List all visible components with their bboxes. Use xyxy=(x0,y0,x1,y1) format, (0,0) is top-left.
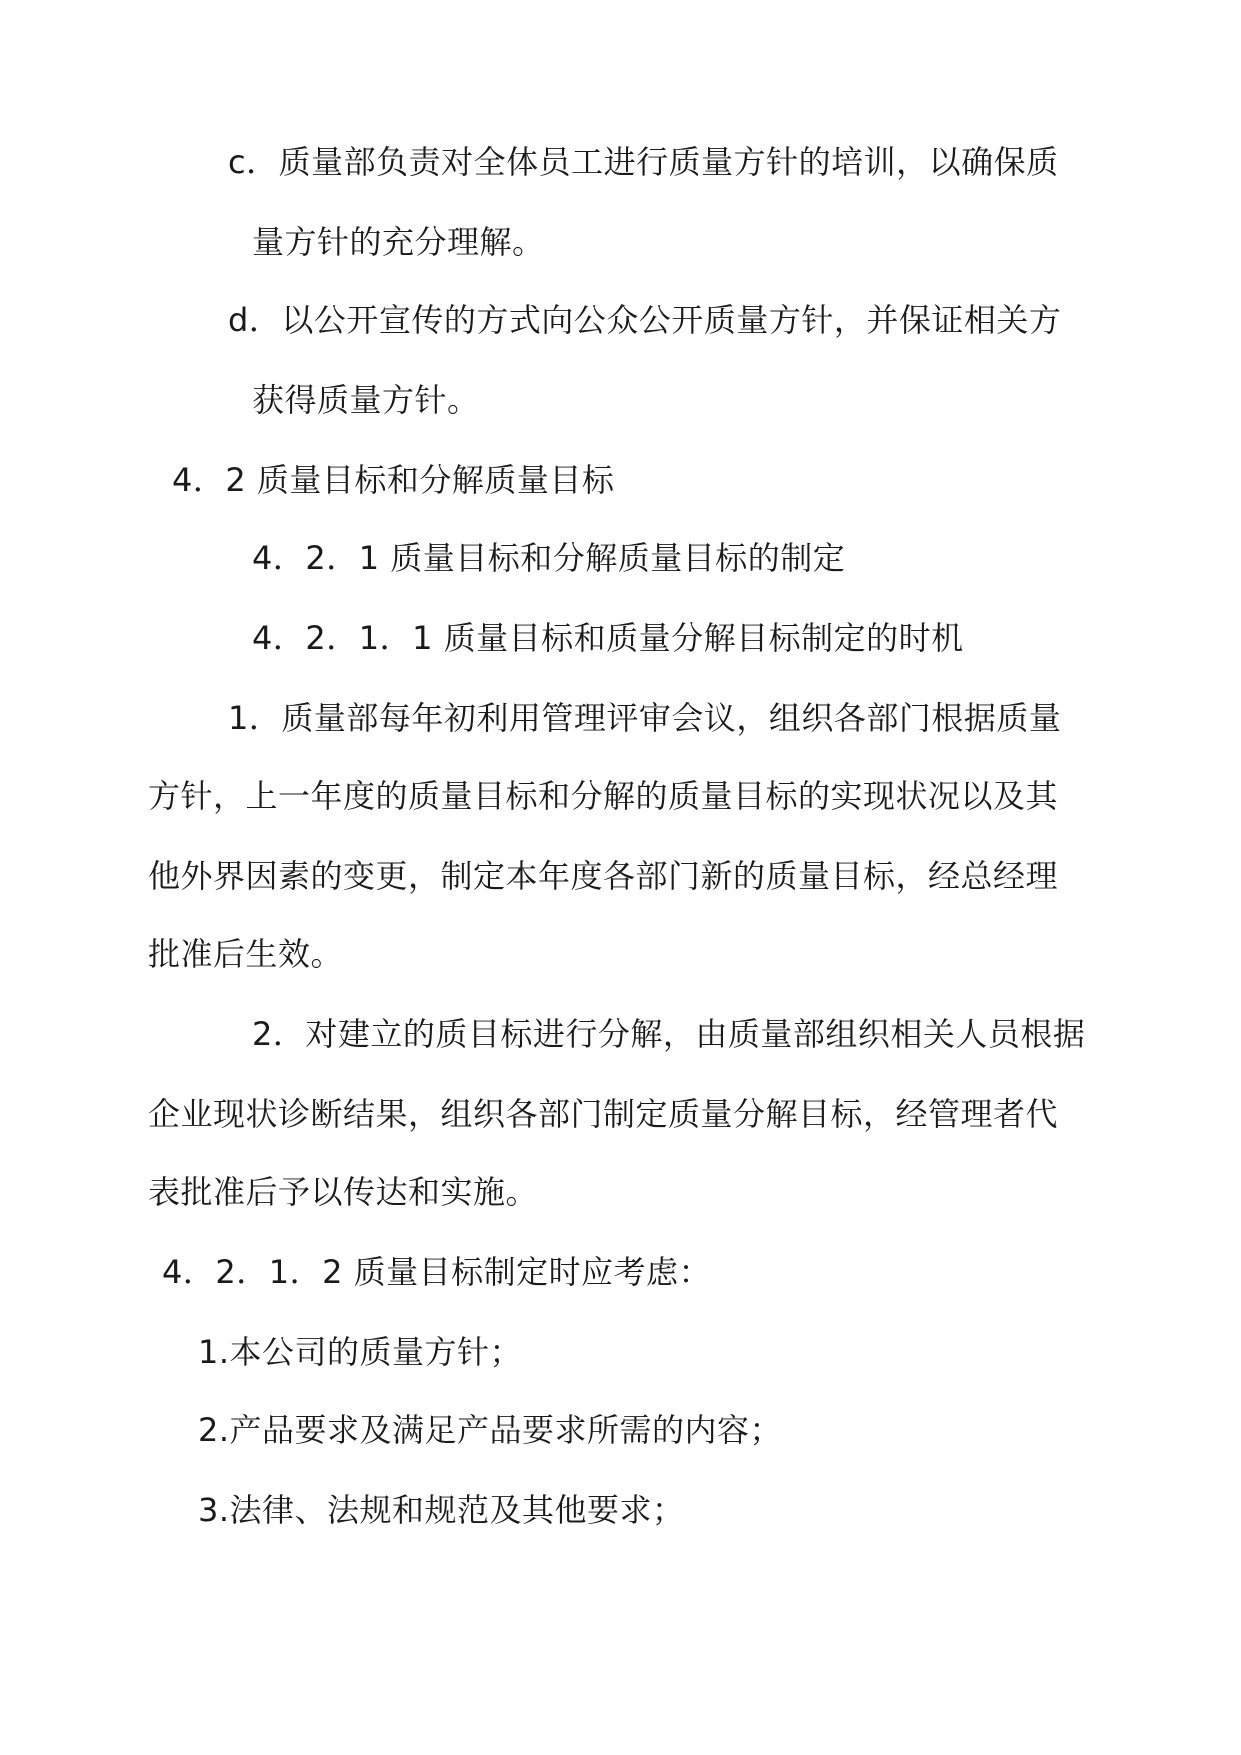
item-c-line-1: c．质量部负责对全体员工进行质量方针的培训，以确保质 xyxy=(228,143,1059,181)
paragraph-1-line-3: 他外界因素的变更，制定本年度各部门新的质量目标，经总经理 xyxy=(148,857,1059,895)
paragraph-2-line-1: 2．对建立的质目标进行分解，由质量部组织相关人员根据 xyxy=(252,1015,1086,1053)
paragraph-1-line-1: 1．质量部每年初利用管理评审会议，组织各部门根据质量 xyxy=(228,699,1062,737)
list-item-3: 3.法律、法规和规范及其他要求； xyxy=(198,1491,685,1529)
subsection-heading-4-2-1-2: 4．2．1．2 质量目标制定时应考虑： xyxy=(162,1253,712,1291)
list-item-2: 2.产品要求及满足产品要求所需的内容； xyxy=(198,1411,783,1449)
item-c-line-2: 量方针的充分理解。 xyxy=(252,223,545,261)
paragraph-2-line-2: 企业现状诊断结果，组织各部门制定质量分解目标，经管理者代 xyxy=(148,1095,1059,1133)
subsection-heading-4-2-1: 4．2．1 质量目标和分解质量目标的制定 xyxy=(252,539,846,577)
item-d-line-2: 获得质量方针。 xyxy=(252,381,480,419)
subsection-heading-4-2-1-1: 4．2．1．1 质量目标和质量分解目标制定的时机 xyxy=(252,619,964,657)
paragraph-2-line-3: 表批准后予以传达和实施。 xyxy=(148,1173,539,1211)
paragraph-1-line-4: 批准后生效。 xyxy=(148,935,344,973)
item-d-line-1: d．以公开宣传的方式向公众公开质量方针，并保证相关方 xyxy=(228,301,1062,339)
section-heading-4-2: 4．2 质量目标和分解质量目标 xyxy=(172,461,615,499)
list-item-1: 1.本公司的质量方针； xyxy=(198,1333,523,1371)
paragraph-1-line-2: 方针，上一年度的质量目标和分解的质量目标的实现状况以及其 xyxy=(148,777,1059,815)
